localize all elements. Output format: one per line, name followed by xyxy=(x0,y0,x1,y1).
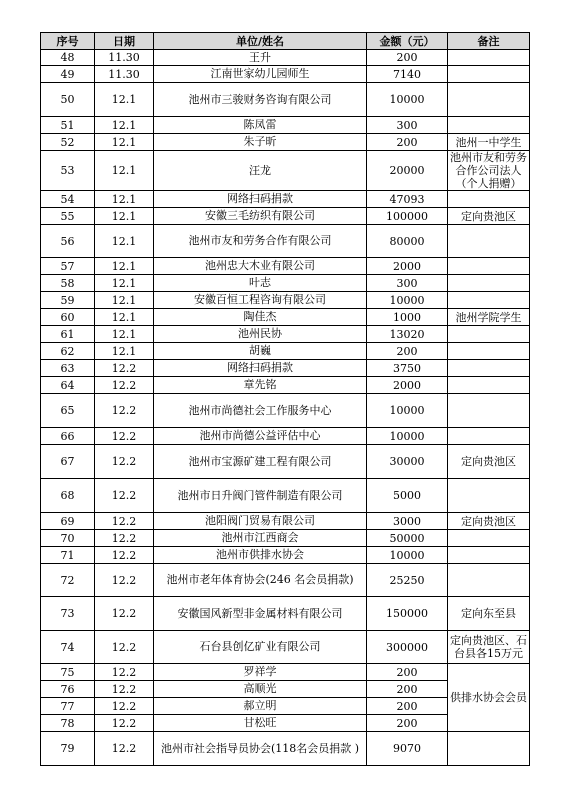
cell-seq: 57 xyxy=(41,258,95,275)
cell-seq: 59 xyxy=(41,292,95,309)
cell-date: 12.1 xyxy=(95,225,154,258)
cell-name: 郝立明 xyxy=(154,698,367,715)
cell-seq: 51 xyxy=(41,117,95,134)
cell-name: 池州市江西商会 xyxy=(154,530,367,547)
header-date: 日期 xyxy=(95,33,154,50)
cell-amount: 200 xyxy=(367,134,448,151)
table-row xyxy=(41,258,530,275)
cell-date: 12.2 xyxy=(95,715,154,732)
cell-note xyxy=(448,394,530,428)
cell-amount: 80000 xyxy=(367,225,448,258)
cell-seq: 74 xyxy=(41,631,95,664)
cell-amount: 13020 xyxy=(367,326,448,343)
cell-note xyxy=(448,117,530,134)
cell-note xyxy=(448,225,530,258)
cell-amount: 10000 xyxy=(367,547,448,564)
cell-name: 安徽国风新型非金属材料有限公司 xyxy=(154,597,367,631)
cell-amount: 200 xyxy=(367,664,448,681)
table-row xyxy=(41,631,530,664)
cell-amount: 200 xyxy=(367,698,448,715)
cell-date: 12.2 xyxy=(95,530,154,547)
cell-amount: 47093 xyxy=(367,191,448,208)
cell-seq: 72 xyxy=(41,564,95,597)
cell-amount: 25250 xyxy=(367,564,448,597)
table-row xyxy=(41,479,530,513)
cell-name: 石台县创亿矿业有限公司 xyxy=(154,631,367,664)
cell-date: 12.2 xyxy=(95,681,154,698)
cell-name: 网络扫码捐款 xyxy=(154,360,367,377)
table-header-row xyxy=(41,33,530,50)
cell-name: 池州市供排水协会 xyxy=(154,547,367,564)
cell-seq: 62 xyxy=(41,343,95,360)
cell-name: 高顺光 xyxy=(154,681,367,698)
table-row xyxy=(41,275,530,292)
cell-seq: 77 xyxy=(41,698,95,715)
table-row xyxy=(41,225,530,258)
cell-date: 12.2 xyxy=(95,547,154,564)
cell-name: 叶志 xyxy=(154,275,367,292)
cell-name: 陶佳杰 xyxy=(154,309,367,326)
cell-note xyxy=(448,428,530,445)
cell-note xyxy=(448,377,530,394)
cell-date: 12.1 xyxy=(95,275,154,292)
table-row xyxy=(41,343,530,360)
table-row xyxy=(41,208,530,225)
cell-name: 安徽百恒工程咨询有限公司 xyxy=(154,292,367,309)
cell-date: 12.1 xyxy=(95,117,154,134)
cell-date: 12.1 xyxy=(95,208,154,225)
table-row xyxy=(41,445,530,479)
cell-name: 池阳阀门贸易有限公司 xyxy=(154,513,367,530)
cell-name: 朱子昕 xyxy=(154,134,367,151)
cell-amount: 200 xyxy=(367,50,448,66)
cell-note xyxy=(448,326,530,343)
cell-note xyxy=(448,360,530,377)
cell-date: 12.2 xyxy=(95,631,154,664)
cell-name: 安徽三毛纺织有限公司 xyxy=(154,208,367,225)
cell-date: 12.1 xyxy=(95,134,154,151)
cell-seq: 71 xyxy=(41,547,95,564)
cell-name: 胡巍 xyxy=(154,343,367,360)
cell-date: 12.2 xyxy=(95,513,154,530)
table-row xyxy=(41,83,530,117)
cell-amount: 10000 xyxy=(367,83,448,117)
header-note: 备注 xyxy=(448,33,530,50)
cell-seq: 52 xyxy=(41,134,95,151)
cell-name: 池州市社会指导员协会(118名会员捐款 ) xyxy=(154,732,367,766)
cell-name: 江南世家幼儿园师生 xyxy=(154,66,367,83)
cell-name: 池州市尚德公益评估中心 xyxy=(154,428,367,445)
cell-amount: 200 xyxy=(367,715,448,732)
cell-amount: 200 xyxy=(367,681,448,698)
cell-date: 12.2 xyxy=(95,360,154,377)
cell-amount: 150000 xyxy=(367,597,448,631)
table-row xyxy=(41,530,530,547)
cell-amount: 2000 xyxy=(367,258,448,275)
cell-date: 12.2 xyxy=(95,698,154,715)
cell-date: 12.2 xyxy=(95,597,154,631)
cell-name: 池州市友和劳务合作有限公司 xyxy=(154,225,367,258)
cell-note xyxy=(448,564,530,597)
table-row xyxy=(41,513,530,530)
cell-name: 章先铭 xyxy=(154,377,367,394)
cell-amount: 100000 xyxy=(367,208,448,225)
cell-note: 定向贵池区 xyxy=(448,513,530,530)
cell-amount: 1000 xyxy=(367,309,448,326)
cell-amount: 9070 xyxy=(367,732,448,766)
cell-seq: 64 xyxy=(41,377,95,394)
cell-date: 12.1 xyxy=(95,258,154,275)
cell-note xyxy=(448,66,530,83)
cell-amount: 50000 xyxy=(367,530,448,547)
cell-seq: 50 xyxy=(41,83,95,117)
cell-name: 王升 xyxy=(154,50,367,66)
cell-note xyxy=(448,547,530,564)
cell-name: 池州民协 xyxy=(154,326,367,343)
cell-note: 定向贵池区 xyxy=(448,445,530,479)
cell-note: 定向贵池区、石台县各15万元 xyxy=(448,631,530,664)
cell-date: 12.1 xyxy=(95,151,154,191)
cell-amount: 3000 xyxy=(367,513,448,530)
table-row xyxy=(41,428,530,445)
cell-seq: 66 xyxy=(41,428,95,445)
cell-note: 池州一中学生 xyxy=(448,134,530,151)
table-row xyxy=(41,664,530,681)
table-row xyxy=(41,117,530,134)
cell-note xyxy=(448,732,530,766)
cell-note: 池州市友和劳务合作公司法人（个人捐赠） xyxy=(448,151,530,191)
cell-note-merged: 供排水协会会员 xyxy=(448,664,530,732)
cell-seq: 53 xyxy=(41,151,95,191)
table-row xyxy=(41,134,530,151)
cell-seq: 49 xyxy=(41,66,95,83)
table-row xyxy=(41,547,530,564)
cell-seq: 54 xyxy=(41,191,95,208)
table-row xyxy=(41,597,530,631)
table-row xyxy=(41,151,530,191)
cell-seq: 76 xyxy=(41,681,95,698)
cell-seq: 79 xyxy=(41,732,95,766)
cell-date: 12.1 xyxy=(95,343,154,360)
cell-seq: 68 xyxy=(41,479,95,513)
table-row xyxy=(41,732,530,766)
cell-seq: 63 xyxy=(41,360,95,377)
cell-note xyxy=(448,530,530,547)
cell-name: 池州市宝源矿建工程有限公司 xyxy=(154,445,367,479)
table-row xyxy=(41,309,530,326)
cell-seq: 60 xyxy=(41,309,95,326)
header-name: 单位/姓名 xyxy=(154,33,367,50)
cell-note xyxy=(448,83,530,117)
header-amount: 金额（元） xyxy=(367,33,448,50)
cell-amount: 10000 xyxy=(367,292,448,309)
cell-note xyxy=(448,343,530,360)
cell-name: 池州市尚德社会工作服务中心 xyxy=(154,394,367,428)
cell-note: 定向东至县 xyxy=(448,597,530,631)
cell-name: 罗祥学 xyxy=(154,664,367,681)
table-row xyxy=(41,191,530,208)
cell-seq: 56 xyxy=(41,225,95,258)
cell-amount: 300000 xyxy=(367,631,448,664)
cell-date: 11.30 xyxy=(95,66,154,83)
cell-amount: 200 xyxy=(367,343,448,360)
cell-name: 池州市三骏财务咨询有限公司 xyxy=(154,83,367,117)
table-row xyxy=(41,564,530,597)
cell-seq: 48 xyxy=(41,50,95,66)
cell-name: 池州市日升阀门管件制造有限公司 xyxy=(154,479,367,513)
cell-seq: 67 xyxy=(41,445,95,479)
cell-date: 11.30 xyxy=(95,50,154,66)
cell-date: 12.1 xyxy=(95,83,154,117)
cell-seq: 75 xyxy=(41,664,95,681)
cell-amount: 300 xyxy=(367,275,448,292)
cell-date: 12.2 xyxy=(95,428,154,445)
cell-note xyxy=(448,258,530,275)
cell-date: 12.1 xyxy=(95,292,154,309)
table-row xyxy=(41,360,530,377)
cell-name: 汪龙 xyxy=(154,151,367,191)
cell-date: 12.2 xyxy=(95,732,154,766)
cell-amount: 5000 xyxy=(367,479,448,513)
table-row xyxy=(41,66,530,83)
cell-note xyxy=(448,479,530,513)
cell-name: 网络扫码捐款 xyxy=(154,191,367,208)
cell-amount: 3750 xyxy=(367,360,448,377)
cell-seq: 58 xyxy=(41,275,95,292)
cell-name: 池州忠大木业有限公司 xyxy=(154,258,367,275)
cell-amount: 20000 xyxy=(367,151,448,191)
cell-amount: 30000 xyxy=(367,445,448,479)
cell-amount: 10000 xyxy=(367,428,448,445)
cell-seq: 78 xyxy=(41,715,95,732)
table-row xyxy=(41,292,530,309)
cell-note xyxy=(448,191,530,208)
table-row xyxy=(41,326,530,343)
cell-date: 12.2 xyxy=(95,479,154,513)
cell-amount: 2000 xyxy=(367,377,448,394)
cell-note xyxy=(448,275,530,292)
cell-date: 12.2 xyxy=(95,394,154,428)
cell-seq: 69 xyxy=(41,513,95,530)
cell-seq: 70 xyxy=(41,530,95,547)
cell-date: 12.1 xyxy=(95,326,154,343)
cell-name: 甘松旺 xyxy=(154,715,367,732)
table-row xyxy=(41,50,530,66)
cell-date: 12.2 xyxy=(95,564,154,597)
cell-note: 池州学院学生 xyxy=(448,309,530,326)
cell-seq: 65 xyxy=(41,394,95,428)
cell-amount: 300 xyxy=(367,117,448,134)
cell-date: 12.2 xyxy=(95,377,154,394)
cell-date: 12.2 xyxy=(95,445,154,479)
cell-name: 陈凤雷 xyxy=(154,117,367,134)
header-seq: 序号 xyxy=(41,33,95,50)
cell-seq: 73 xyxy=(41,597,95,631)
cell-seq: 61 xyxy=(41,326,95,343)
cell-seq: 55 xyxy=(41,208,95,225)
cell-note xyxy=(448,50,530,66)
cell-date: 12.1 xyxy=(95,191,154,208)
cell-date: 12.2 xyxy=(95,664,154,681)
cell-note xyxy=(448,292,530,309)
table-row xyxy=(41,394,530,428)
donation-table xyxy=(40,32,530,766)
cell-amount: 10000 xyxy=(367,394,448,428)
cell-note: 定向贵池区 xyxy=(448,208,530,225)
cell-amount: 7140 xyxy=(367,66,448,83)
table-row xyxy=(41,377,530,394)
cell-name: 池州市老年体育协会(246 名会员捐款) xyxy=(154,564,367,597)
cell-date: 12.1 xyxy=(95,309,154,326)
